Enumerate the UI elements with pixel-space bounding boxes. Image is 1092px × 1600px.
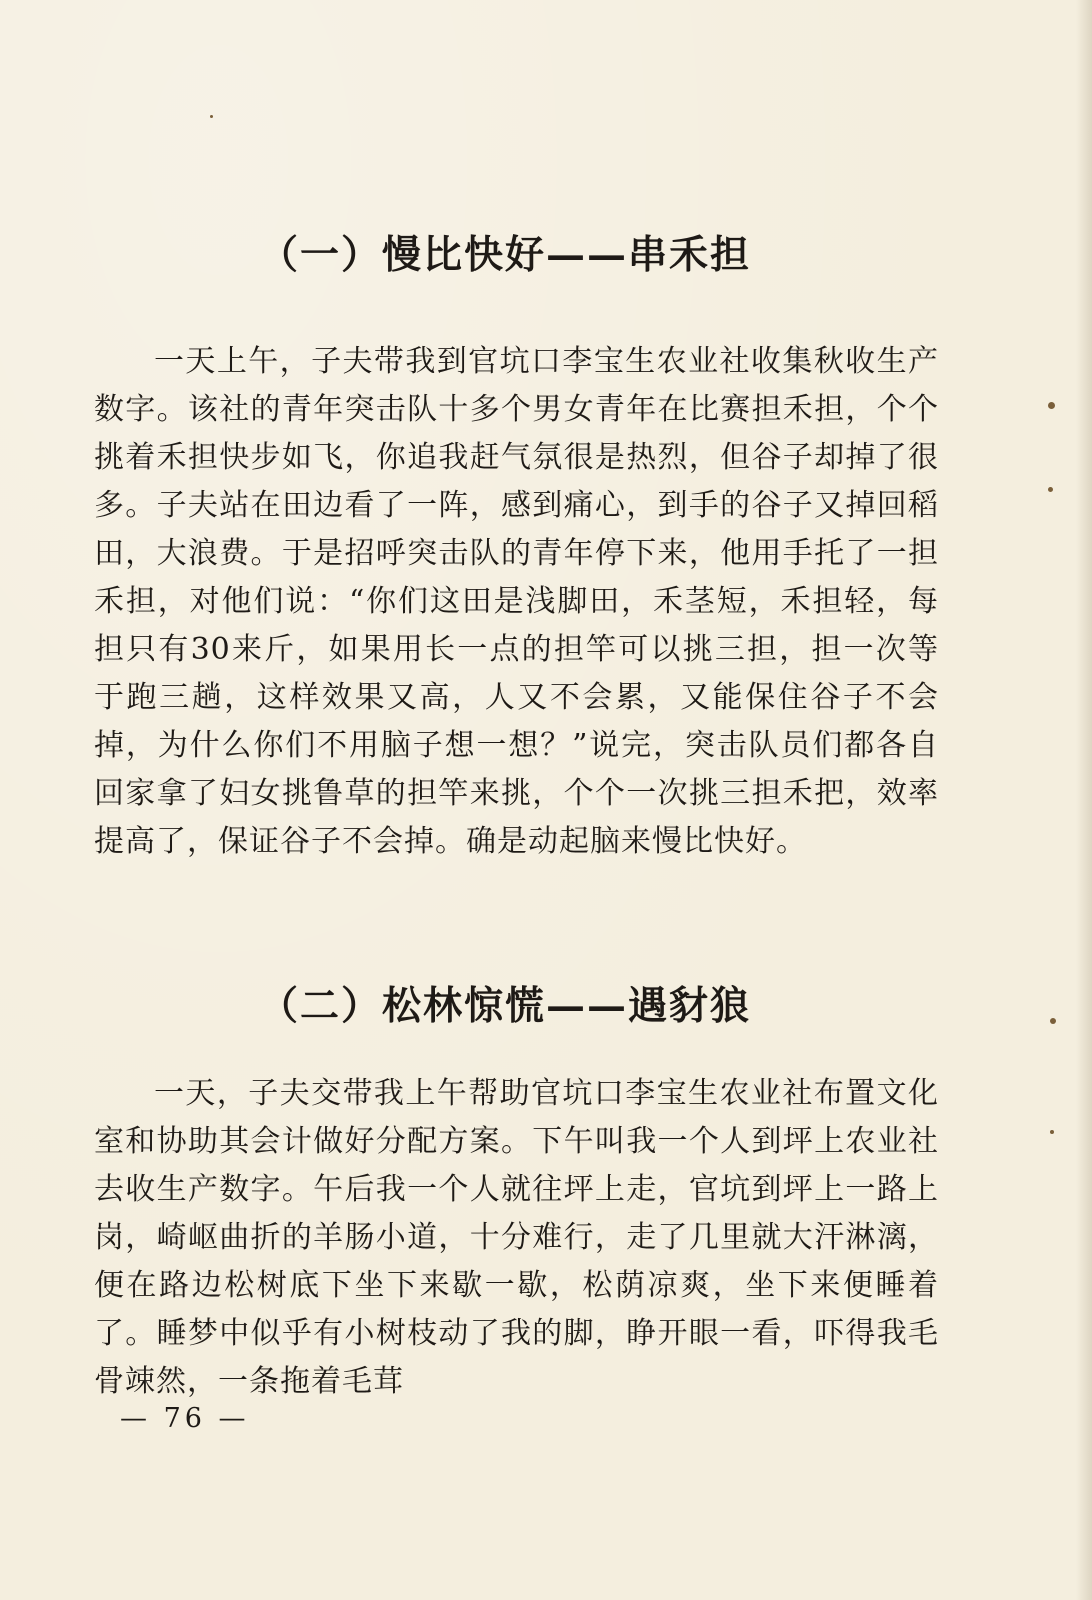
page-number: — 76 — — [120, 1403, 250, 1434]
paper-speck — [1048, 487, 1053, 492]
section-paragraph-2: 一天，子夫交带我上午帮助官坑口李宝生农业社布置文化室和协助其会计做好分配方案。下午叫我一个人到坪上农业社去收生产数字。午后我一个人就往坪上走，官坑到坪上一路上岗，崎岖曲折的羊肠小道，十分难行，走了几里就大汗淋漓，便在路边松树底下坐下来歇一歇，松荫凉爽，坐下来便睡着了。睡梦中似乎有小树枝动了我的脚，睁开眼一看，吓得我毛骨竦然，一条拖着毛茸 — [94, 1076, 939, 1399]
paper-speck — [210, 115, 213, 118]
section-heading-2: （二）松林惊慌——遇豺狼 — [258, 983, 751, 1029]
paper-speck — [1050, 1018, 1056, 1024]
paper-speck — [1050, 1130, 1054, 1134]
section-paragraph-1: 一天上午，子夫带我到官坑口李宝生农业社收集秋收生产数字。该社的青年突击队十多个男女青年在比赛担禾担，个个挑着禾担快步如飞，你追我赶气氛很是热烈，但谷子却掉了很多。子夫站在田边看了一阵，感到痛心，到手的谷子又掉回稻田，大浪费。于是招呼突击队的青年停下来，他用手托了一担禾担，对他们说：“你们这田是浅脚田，禾茎短，禾担轻，每担只有30来斤，如果用长一点的担竿可以挑三担，担一次等于跑三趟，这样效果又高，人又不会累，又能保住谷子不会掉，为什么你们不用脑子想一想？”说完，突击队员们都各自回家拿了妇女挑鲁草的担竿来挑，个个一次挑三担禾把，效率提高了，保证谷子不会掉。确是动起脑来慢比快好。 — [94, 344, 939, 859]
section-heading-1: （一）慢比快好——串禾担 — [258, 232, 751, 278]
page-edge-shadow — [1076, 0, 1092, 1600]
paper-speck — [1048, 402, 1055, 409]
